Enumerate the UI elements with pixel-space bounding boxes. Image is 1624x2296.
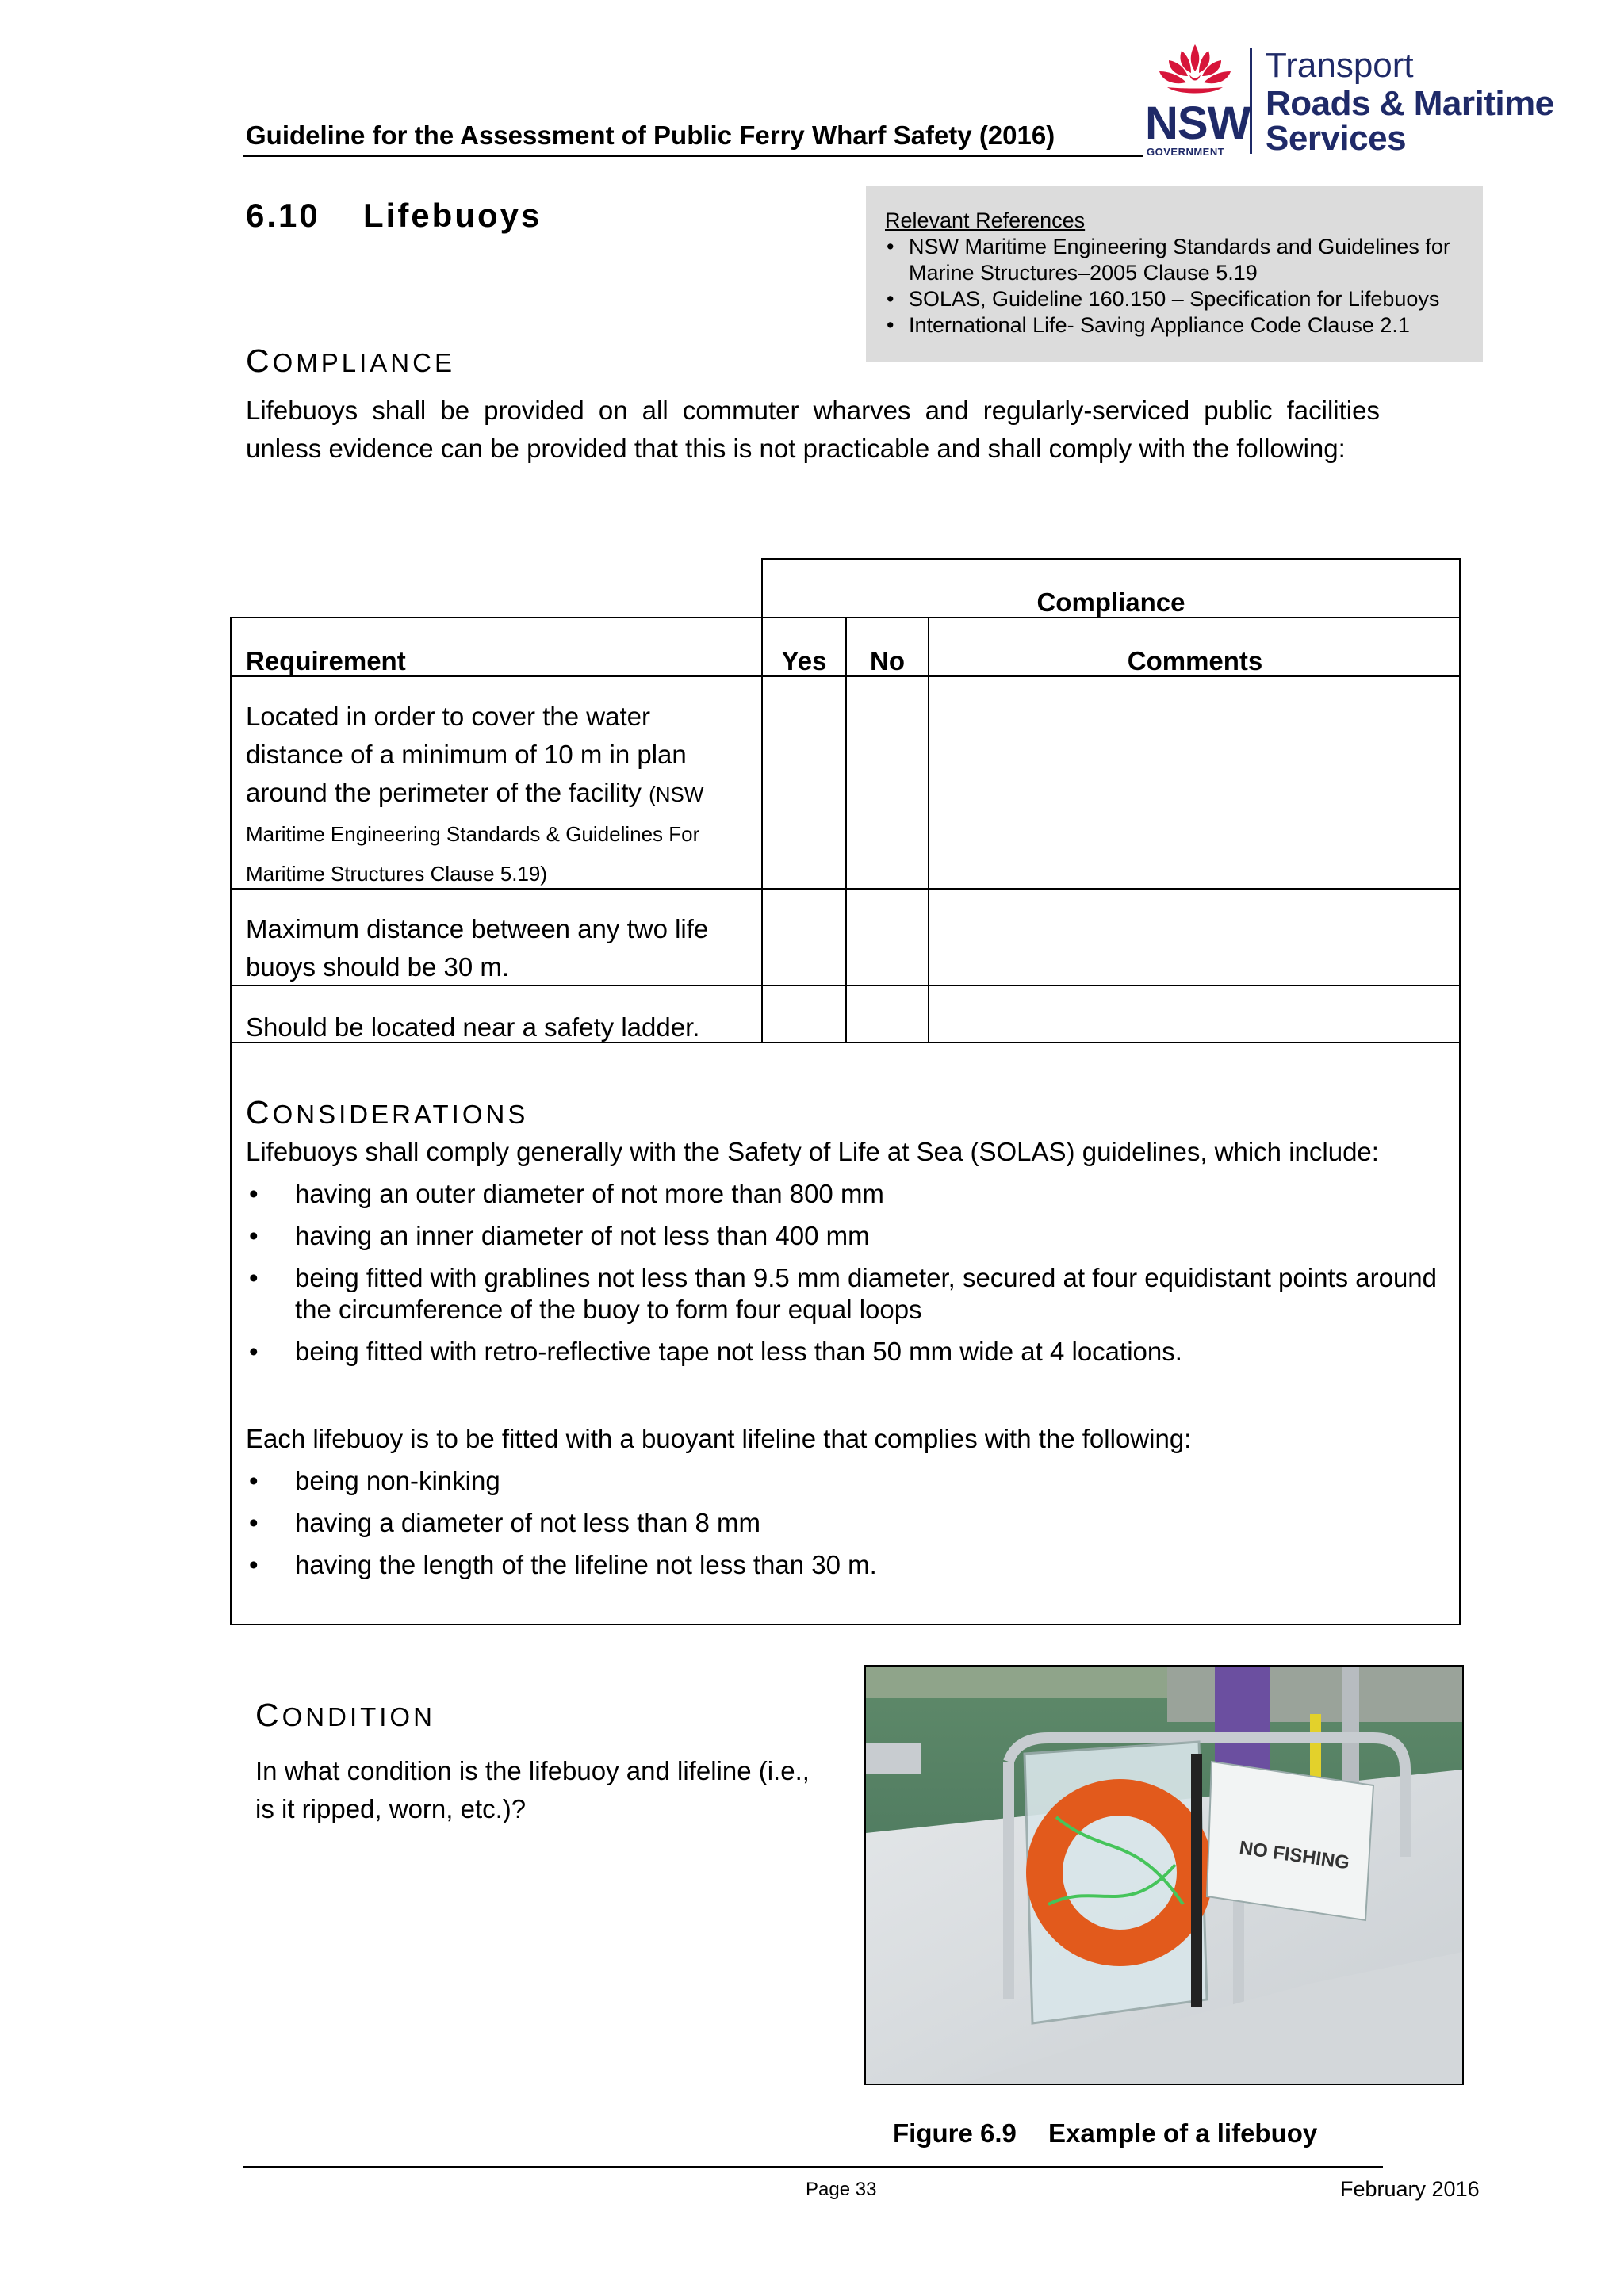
table-border <box>761 558 763 1043</box>
list-item: • having an outer diameter of not more than 800 mm <box>246 1178 1451 1210</box>
lifebuoy-photo <box>864 1665 1464 2085</box>
lifeline-requirements-list <box>246 1465 1451 1591</box>
considerations-border <box>1459 1042 1461 1625</box>
footer-rule <box>243 2166 1383 2168</box>
yes-column-header: Yes <box>781 646 827 675</box>
table-border <box>761 558 1461 560</box>
section-name: Lifebuoys <box>363 197 542 234</box>
document-title: Guideline for the Assessment of Public Ferry Wharf Safety (2016) <box>246 121 1055 150</box>
considerations-intro: Lifebuoys shall comply generally with the Safety of Life at Sea (SOLAS) guidelines, which include: <box>246 1137 1379 1166</box>
sign-text: NO FISHING <box>1238 1837 1351 1874</box>
condition-question: In what condition is the lifebuoy and lifeline (i.e., is it ripped, worn, etc.)? <box>255 1756 810 1823</box>
page-number: Page 33 <box>806 2179 877 2200</box>
logo-services: Services <box>1266 119 1407 158</box>
reference-item: • SOLAS, Guideline 160.150 – Specification for Lifebuoys <box>885 286 1483 312</box>
logo-divider <box>1250 48 1252 154</box>
logo-roads-maritime: Roads & Maritime <box>1266 84 1554 123</box>
solas-requirements-list <box>246 1178 1451 1378</box>
comments-column-header: Comments <box>1127 646 1263 675</box>
reference-item: • International Life- Saving Appliance Code Clause 2.1 <box>885 312 1483 339</box>
compliance-group-header: Compliance <box>1036 587 1185 617</box>
header-rule <box>243 155 1143 157</box>
list-item: • having the length of the lifeline not less than 30 m. <box>246 1549 1451 1581</box>
reference-item: • NSW Maritime Engineering Standards and Guidelines for Marine Structures–2005 Clause 5.19 <box>885 234 1483 286</box>
considerations-border <box>230 1624 1461 1625</box>
compliance-paragraph: Lifebuoys shall be provided on all commuter wharves and regularly-serviced public facilities unless evidence can be provided that this is not practicable and shall comply with the following: <box>246 396 1380 463</box>
list-item: • being non-kinking <box>246 1465 1451 1497</box>
considerations-heading: CONSIDERATIONS <box>246 1094 529 1131</box>
table-border <box>230 617 232 1043</box>
logo-transport: Transport <box>1266 46 1414 85</box>
footer-date: February 2016 <box>1340 2177 1480 2201</box>
compliance-table <box>230 558 1461 1043</box>
references-heading: Relevant References <box>885 209 1086 232</box>
list-item: • being fitted with grablines not less than 9.5 mm diameter, secured at four equidistant points around the circumference of the buoy to form four equal loops <box>246 1262 1451 1326</box>
table-row-requirement: Should be located near a safety ladder. <box>246 1012 700 1042</box>
waratah-logo-icon <box>1143 40 1247 103</box>
condition-heading: CONDITION <box>255 1697 435 1733</box>
table-row-requirement: Located in order to cover the water distance of a minimum of 10 m in plan around the perimeter of the facility (NSW Maritime Engineering Standards & Guidelines For Maritime Structures Clause 5.19) <box>246 702 704 886</box>
lifeline-intro: Each lifebuoy is to be fitted with a buoyant lifeline that complies with the following: <box>246 1424 1192 1453</box>
relevant-references-box <box>866 186 1483 362</box>
compliance-heading: COMPLIANCE <box>246 342 455 379</box>
requirement-column-header: Requirement <box>246 646 406 675</box>
list-item: • being fitted with retro-reflective tape not less than 50 mm wide at 4 locations. <box>246 1336 1451 1368</box>
lifebuoy-photo-illustration <box>866 1667 1462 2084</box>
table-row-requirement: Maximum distance between any two life buoys should be 30 m. <box>246 914 709 982</box>
table-border <box>928 617 929 1043</box>
table-border <box>845 617 847 1043</box>
nsw-transport-logo <box>1140 40 1554 159</box>
no-column-header: No <box>870 646 905 675</box>
table-border <box>1459 558 1461 1043</box>
logo-nsw: NSW <box>1145 98 1251 149</box>
logo-government: GOVERNMENT <box>1147 146 1225 158</box>
considerations-border <box>230 1042 232 1625</box>
section-number: 6.10 <box>246 197 320 234</box>
figure-caption: Figure 6.9 Example of a lifebuoy <box>893 2118 1318 2148</box>
list-item: • having a diameter of not less than 8 mm <box>246 1507 1451 1539</box>
references-list <box>885 234 1483 339</box>
section-title <box>246 197 542 235</box>
list-item: • having an inner diameter of not less than 400 mm <box>246 1220 1451 1252</box>
